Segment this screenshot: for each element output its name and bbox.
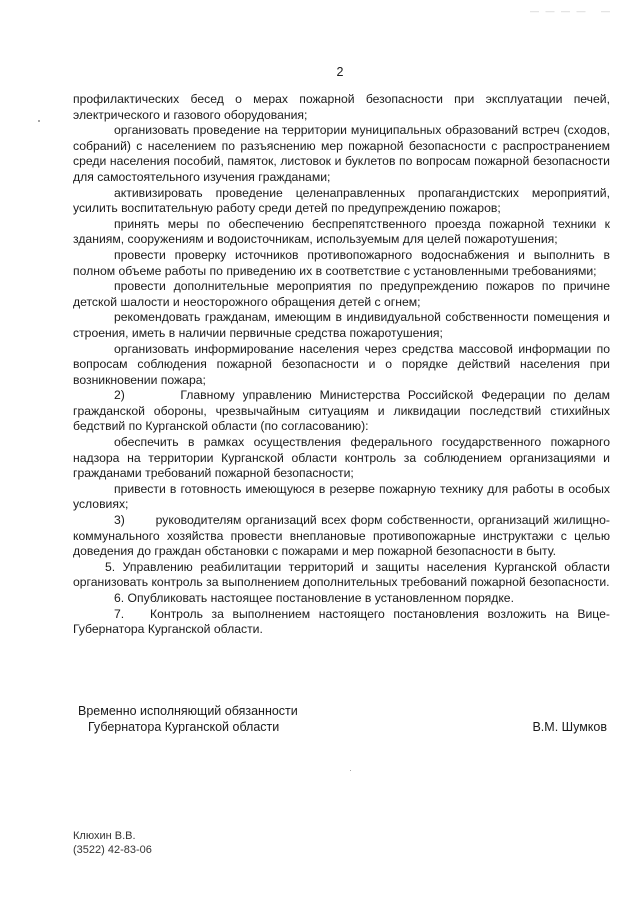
- signature-position: [78, 703, 298, 735]
- paragraph: 6. Опубликовать настоящее постановление в установленном порядке.: [114, 591, 514, 605]
- paragraph: 2) Главному управлению Министерства Российской Федерации по делам гражданской обороны, чрезвычайным ситуациям и ликвидации последствий стихийных бедствий по Курганской области (по согласованию):: [73, 388, 610, 434]
- paragraph: профилактических бесед о мерах пожарной безопасности при эксплуатации печей, электрического и газового оборудования;: [73, 92, 610, 122]
- paragraph: активизировать проведение целенаправленных пропагандистских мероприятий, усилить воспитательную работу среди детей по предупреждению пожаров;: [73, 185, 610, 216]
- paragraph: провести дополнительные мероприятия по предупреждению пожаров по причине детской шалости и неосторожного обращения детей с огнем;: [73, 279, 610, 309]
- page-number: 2: [336, 65, 344, 79]
- signature-position-line2: Губернатора Курганской области: [88, 720, 280, 734]
- paragraph: 5. Управлению реабилитации территорий и защиты населения Курганской области организовать контроль за выполнением дополнительных требований пожарной безопасности.: [73, 559, 610, 590]
- executor-phone: (3522) 42-83-06: [73, 843, 152, 856]
- signatory-name: В.М. Шумков: [532, 720, 607, 734]
- paragraph: организовать проведение на территории муниципальных образований встреч (сходов, собраний) с населением по разъяснению мер пожарной безопасности с распространением среди населения пособий, памяток, листовок и буклетов по вопросам пожарной безопасности для самостоятельного изучения гражданами;: [73, 123, 610, 184]
- document-body: [73, 92, 610, 638]
- paragraph: обеспечить в рамках осуществления федерального государственного пожарного надзора на территории Курганской области контроль за соблюдением организациями и гражданами требований пожарной безопасности;: [73, 435, 610, 481]
- paragraph: 3) руководителям организаций всех форм собственности, организаций жилищно-коммунального хозяйства провести внеплановые противопожарные инструктажи с целью доведения до граждан обстановки с пожарами и мер пожарной безопасности в быту.: [73, 513, 610, 559]
- scan-artifact: [350, 770, 351, 771]
- paragraph: организовать информирование населения через средства массовой информации по вопросам соблюдения пожарной безопасности и о порядке действий населения при возникновении пожара;: [73, 341, 610, 387]
- scan-artifact: [38, 120, 40, 122]
- executor-name: Клюхин В.В.: [73, 830, 136, 842]
- paragraph: привести в готовность имеющуюся в резерве пожарную технику для работы в особых условиях;: [73, 481, 610, 512]
- paragraph: принять меры по обеспечению беспрепятственного проезда пожарной техники к зданиям, сооружениям и водоисточникам, используемым для целей пожаротушения;: [73, 216, 610, 247]
- paragraph: провести проверку источников противопожарного водоснабжения и выполнить в полном объеме работы по приведению их в соответствие с установленными требованиями;: [73, 247, 610, 278]
- executor-footer: [73, 830, 152, 857]
- paragraph: 7. Контроль за выполнением настоящего постановления возложить на Вице-Губернатора Курганской области.: [73, 606, 610, 637]
- paragraph: рекомендовать гражданам, имеющим в индивидуальной собственности помещения и строения, иметь в наличии первичные средства пожаротушения;: [73, 310, 610, 340]
- scan-artifact: — — — — —: [529, 6, 612, 16]
- signature-position-line1: Временно исполняющий обязанности: [78, 704, 298, 718]
